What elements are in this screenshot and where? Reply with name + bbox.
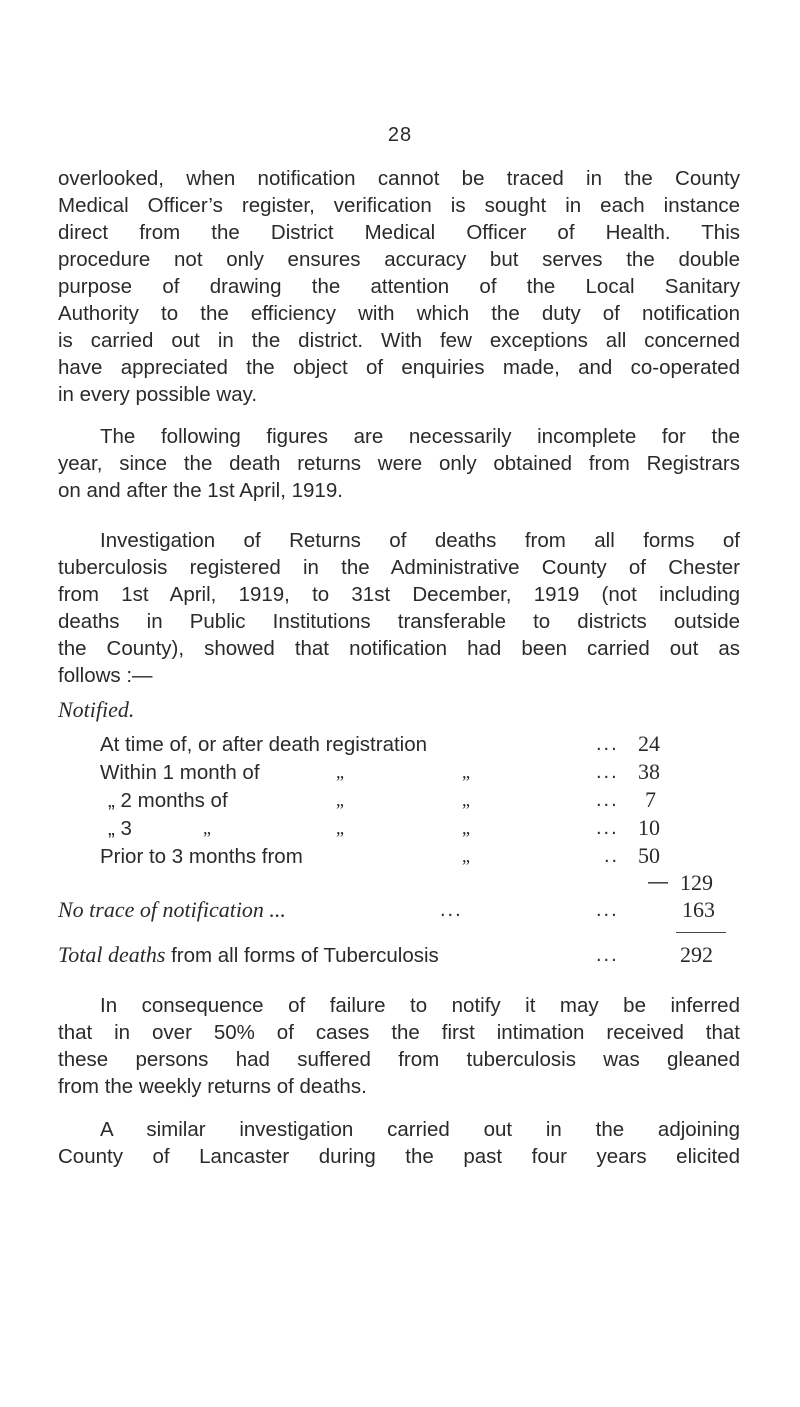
row-label: „ 2 months of xyxy=(108,789,228,812)
text-line: In consequence of failure to notify it may be inferred xyxy=(100,994,740,1017)
text-line: Medical Officer’s register, verification is sought in each instance xyxy=(58,194,740,217)
ditto-mark: „ xyxy=(336,818,344,838)
text-line: tuberculosis registered in the Administrative County of Chester xyxy=(58,556,740,579)
total-rule xyxy=(676,932,726,933)
total-label-rest: from all forms of Tuberculosis xyxy=(165,944,439,967)
paragraph-4 xyxy=(0,992,800,1100)
text-line: from the weekly returns of deaths. xyxy=(58,1075,367,1098)
row-label: Prior to 3 months from xyxy=(100,845,303,868)
text-line: have appreciated the object of enquiries made, and co-operated xyxy=(58,356,740,379)
total-value: 292 xyxy=(680,942,713,967)
text-line: year, since the death returns were only obtained from Registrars xyxy=(58,452,740,475)
text-line: overlooked, when notification cannot be traced in the County xyxy=(58,167,740,190)
ditto-mark: „ xyxy=(462,762,470,782)
leader-dots: ... xyxy=(440,899,463,921)
row-label: Within 1 month of xyxy=(100,761,260,784)
subtotal-value: 129 xyxy=(680,870,713,895)
leader-dots: ... xyxy=(596,817,619,839)
ditto-mark: „ xyxy=(203,818,211,838)
row-value: 24 xyxy=(638,731,660,756)
text-line: follows :— xyxy=(58,664,153,687)
total-label xyxy=(58,942,439,968)
row-label: At time of, or after death registration xyxy=(100,733,428,756)
row-value: 38 xyxy=(638,759,660,784)
row-value: 50 xyxy=(638,843,660,868)
text-line: these persons had suffered from tuberculosis was gleaned xyxy=(58,1048,740,1071)
text-line: Investigation of Returns of deaths from all forms of xyxy=(100,529,740,552)
text-line: The following figures are necessarily incomplete for the xyxy=(100,425,740,448)
text-line: County of Lancaster during the past four years elicited xyxy=(58,1145,740,1168)
text-line: that in over 50% of cases the first intimation received that xyxy=(58,1021,740,1044)
paragraph-3 xyxy=(0,527,800,689)
text-line: in every possible way. xyxy=(58,383,258,406)
text-line: from 1st April, 1919, to 31st December, 1919 (not including xyxy=(58,583,740,606)
text-line: Authority to the efficiency with which the duty of notification xyxy=(58,302,740,325)
paragraph-5 xyxy=(0,1116,800,1170)
leader-dots: ... xyxy=(596,761,619,783)
subtotal-dash: — xyxy=(648,871,668,893)
leader-dots: ... xyxy=(596,944,619,966)
leader-dots: ... xyxy=(596,789,619,811)
row-value: 10 xyxy=(638,815,660,840)
leader-dots: ... xyxy=(596,733,619,755)
no-trace-label: No trace of notification ... xyxy=(58,897,286,922)
text-line: direct from the District Medical Officer of Health. This xyxy=(58,221,740,244)
leader-dots: .. xyxy=(604,845,620,867)
paragraph-2 xyxy=(0,423,800,504)
ditto-mark: „ xyxy=(462,846,470,866)
text-line: purpose of drawing the attention of the Local Sanitary xyxy=(58,275,740,298)
leader-dots: ... xyxy=(596,899,619,921)
text-line: the County), showed that notification had been carried out as xyxy=(58,637,740,660)
total-label-italic: Total deaths xyxy=(58,942,166,967)
ditto-mark: „ xyxy=(462,790,470,810)
no-trace-value: 163 xyxy=(682,897,715,922)
row-label: „ 3 xyxy=(108,817,132,840)
page-number: 28 xyxy=(387,124,413,146)
text-line: A similar investigation carried out in the adjoining xyxy=(100,1118,740,1141)
text-line: on and after the 1st April, 1919. xyxy=(58,479,343,502)
ditto-mark: „ xyxy=(336,762,344,782)
ditto-mark: „ xyxy=(462,818,470,838)
table-heading: Notified. xyxy=(58,697,135,722)
text-line: is carried out in the district. With few exceptions all concerned xyxy=(58,329,740,352)
row-value: 7 xyxy=(645,787,656,812)
text-line: procedure not only ensures accuracy but serves the double xyxy=(58,248,740,271)
ditto-mark: „ xyxy=(336,790,344,810)
paragraph-1 xyxy=(0,165,800,408)
text-line: deaths in Public Institutions transferable to districts outside xyxy=(58,610,740,633)
